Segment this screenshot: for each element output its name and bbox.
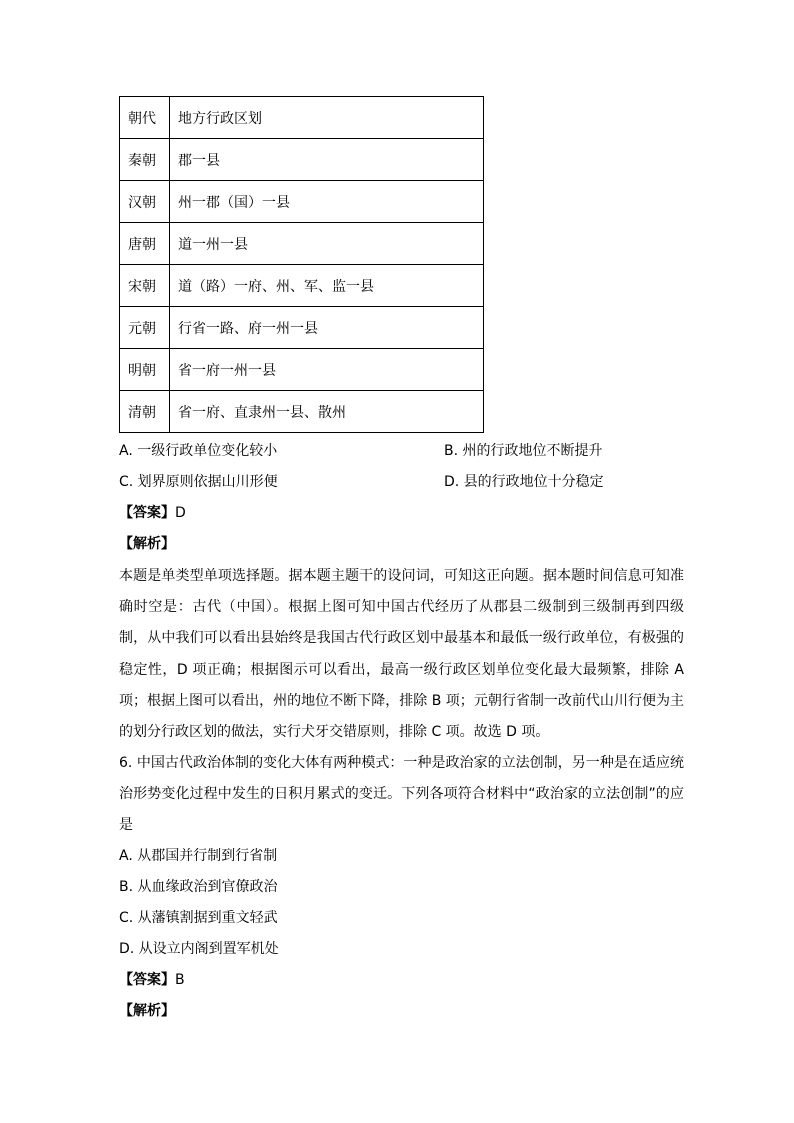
table-row: [120, 391, 484, 433]
table-row: [120, 307, 484, 349]
table-header-row: [120, 97, 484, 139]
table-row: [120, 181, 484, 223]
division-cell: 郡一县: [170, 139, 484, 181]
q5-option-c: C. 划界原则依据山川形便: [119, 474, 278, 490]
division-cell: 省一府一州一县: [170, 349, 484, 391]
q6-option-a: A. 从郡国并行制到行省制: [119, 848, 278, 864]
q6-option-b: B. 从血缘政治到官僚政治: [119, 879, 278, 895]
q5-option-a: A. 一级行政单位变化较小: [119, 443, 278, 459]
answer-label: 【答案】: [119, 972, 175, 988]
q6-stem: 6. 中国古代政治体制的变化大体有两种模式：一种是政治家的立法创制，另一种是在适应统治形势变化过程中发生的日积月累式的变迁。下列各项符合材料中“政治家的立法创制”的应是: [119, 755, 684, 834]
table-row: [120, 223, 484, 265]
table-row: [120, 265, 484, 307]
header-dynasty: 朝代: [120, 97, 170, 139]
dynasty-cell: 元朝: [120, 307, 170, 349]
division-cell: 省一府、直隶州一县、散州: [170, 391, 484, 433]
division-cell: 道（路）一府、州、军、监一县: [170, 265, 484, 307]
dynasty-cell: 秦朝: [120, 139, 170, 181]
answer-value: D: [175, 505, 186, 521]
division-cell: 道一州一县: [170, 223, 484, 265]
answer-value: B: [175, 972, 185, 988]
q5-analysis-label: 【解析】: [119, 536, 175, 552]
dynasty-cell: 清朝: [120, 391, 170, 433]
q5-option-d: D. 县的行政地位十分稳定: [444, 474, 604, 490]
q6-option-d: D. 从设立内阁到置军机处: [119, 941, 279, 957]
q5-analysis-text: 本题是单类型单项选择题。据本题主题干的设问词，可知这正向题。据本题时间信息可知准确时空是：古代（中国）。根据上图可知中国古代经历了从郡县二级制到三级制再到四级制，从中我们可以看出县始终是我国古代行政区划中最基本和最低一级行政单位，有极强的稳定性，D 项正确；根据图示可以看出，最高一级行政区划单位变化最大最频繁，排除 A 项；根据上图可以看出，州的地位不断下降，排除 B 项；元朝行省制一改前代山川行便为主的划分行政区划的做法，实行犬牙交错原则，排除 C 项。故选 D 项。: [119, 568, 684, 741]
q6-analysis-label: 【解析】: [119, 1003, 175, 1019]
dynasty-cell: 宋朝: [120, 265, 170, 307]
q5-option-b: B. 州的行政地位不断提升: [444, 443, 603, 459]
division-cell: 州一郡（国）一县: [170, 181, 484, 223]
dynasty-cell: 明朝: [120, 349, 170, 391]
q5-answer: [119, 503, 186, 523]
dynasty-cell: 唐朝: [120, 223, 170, 265]
dynasty-cell: 汉朝: [120, 181, 170, 223]
q6-option-c: C. 从藩镇割据到重文轻武: [119, 910, 278, 926]
division-cell: 行省一路、府一州一县: [170, 307, 484, 349]
header-division: 地方行政区划: [170, 97, 484, 139]
answer-label: 【答案】: [119, 505, 175, 521]
administrative-divisions-table: [119, 96, 484, 433]
q6-answer: [119, 970, 185, 990]
table-row: [120, 349, 484, 391]
table-row: [120, 139, 484, 181]
